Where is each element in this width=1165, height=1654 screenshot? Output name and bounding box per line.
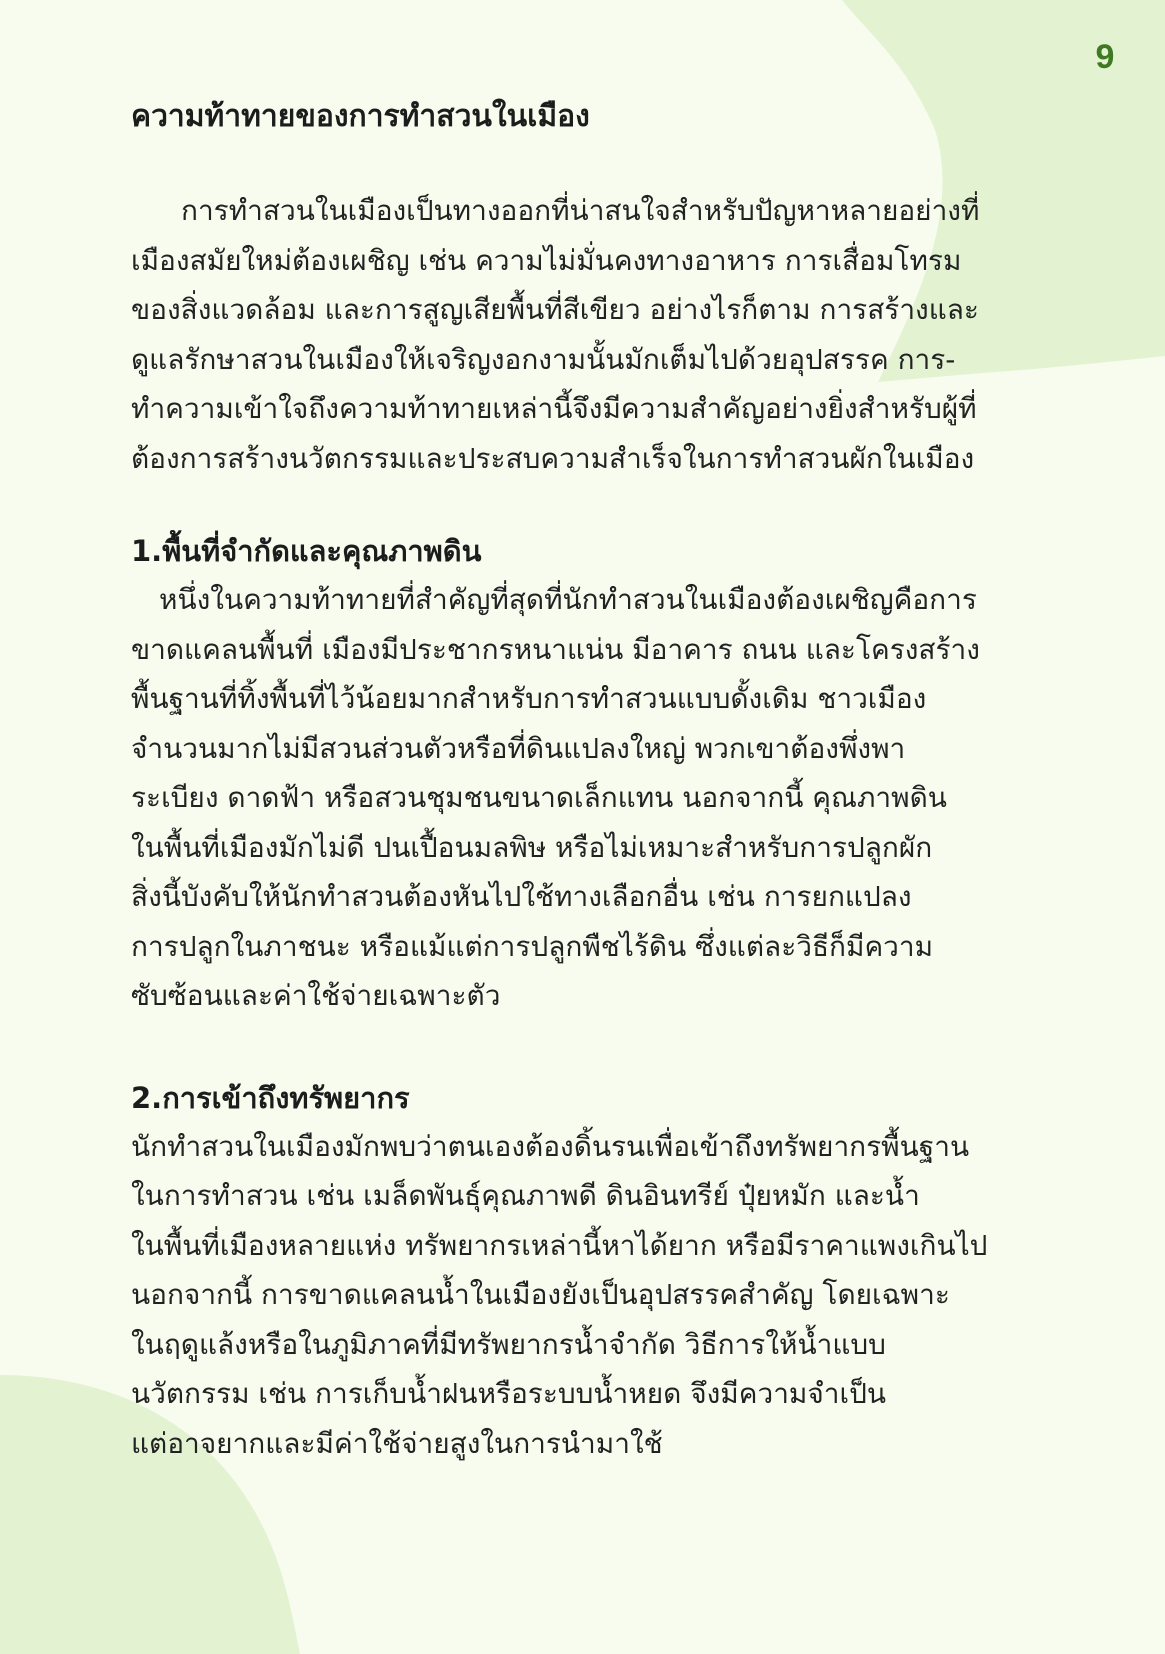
intro-line: การทำสวนในเมืองเป็นทางออกที่น่าสนใจสำหรับปัญหาหลายอย่างที่	[181, 194, 980, 227]
section-line: นวัตกรรม เช่น การเก็บน้ำฝนหรือระบบน้ำหยด จึงมีความจำเป็น	[131, 1377, 887, 1410]
section-line: ในพื้นที่เมืองมักไม่ดี ปนเปื้อนมลพิษ หรือไม่เหมาะสำหรับการปลูกผัก	[131, 830, 933, 864]
intro-line: ของสิ่งแวดล้อม และการสูญเสียพื้นที่สีเขียว อย่างไรก็ตาม การสร้างและ	[131, 293, 979, 326]
intro-line: ทำความเข้าใจถึงความท้าทายเหล่านี้จึงมีความสำคัญอย่างยิ่งสำหรับผู้ที่	[131, 392, 977, 425]
intro-line: ต้องการสร้างนวัตกรรมและประสบความสำเร็จในการทำสวนผักในเมือง	[131, 441, 975, 475]
section-line: ในการทำสวน เช่น เมล็ดพันธุ์คุณภาพดี ดินอินทรีย์ ปุ๋ยหมัก และน้ำ	[131, 1179, 920, 1212]
section-line: ในพื้นที่เมืองหลายแห่ง ทรัพยากรเหล่านี้หาได้ยาก หรือมีราคาแพงเกินไป	[131, 1228, 988, 1262]
section-line: พื้นฐานที่ทิ้งพื้นที่ไว้น้อยมากสำหรับการทำสวนแบบดั้งเดิม ชาวเมือง	[131, 682, 927, 715]
intro-paragraph	[131, 186, 1061, 483]
section-line: แต่อาจยากและมีค่าใช้จ่ายสูงในการนำมาใช้	[131, 1426, 663, 1460]
section-line: นักทำสวนในเมืองมักพบว่าตนเองต้องดิ้นรนเพื่อเข้าถึงทรัพยากรพื้นฐาน	[131, 1129, 970, 1163]
section-paragraph-resources	[131, 1122, 1061, 1469]
section-line: นอกจากนี้ การขาดแคลนน้ำในเมืองยังเป็นอุปสรรคสำคัญ โดยเฉพาะ	[131, 1278, 950, 1311]
page-number: 9	[1095, 38, 1115, 76]
section-line: ขาดแคลนพื้นที่ เมืองมีประชากรหนาแน่น มีอาคาร ถนน และโครงสร้าง	[131, 632, 980, 666]
intro-line: ดูแลรักษาสวนในเมืองให้เจริญงอกงามนั้นมักเต็มไปด้วยอุปสรรค การ-	[131, 342, 956, 376]
section-line: จำนวนมากไม่มีสวนส่วนตัวหรือที่ดินแปลงใหญ่ พวกเขาต้องพึ่งพา	[131, 731, 906, 765]
section-heading-space-soil: 1.พื้นที่จำกัดและคุณภาพดิน	[131, 534, 482, 568]
page-title: ความท้าทายของการทำสวนในเมือง	[131, 99, 590, 134]
section-line: หนึ่งในความท้าทายที่สำคัญที่สุดที่นักทำสวนในเมืองต้องเผชิญคือการ	[159, 583, 977, 616]
section-heading-resources: 2.การเข้าถึงทรัพยากร	[131, 1080, 410, 1115]
section-line: ซับซ้อนและค่าใช้จ่ายเฉพาะตัว	[131, 979, 501, 1012]
page-content	[131, 92, 1061, 1468]
section-paragraph-space-soil	[131, 575, 1061, 1021]
section-line: การปลูกในภาชนะ หรือแม้แต่การปลูกพืชไร้ดิน ซึ่งแต่ละวิธีก็มีความ	[131, 929, 934, 963]
section-line: ในฤดูแล้งหรือในภูมิภาคที่มีทรัพยากรน้ำจำกัด วิธีการให้น้ำแบบ	[131, 1327, 886, 1361]
intro-line: เมืองสมัยใหม่ต้องเผชิญ เช่น ความไม่มั่นคงทางอาหาร การเสื่อมโทรม	[131, 243, 962, 277]
section-line: ระเบียง ดาดฟ้า หรือสวนชุมชนขนาดเล็กแทน นอกจากนี้ คุณภาพดิน	[131, 781, 947, 814]
section-line: สิ่งนี้บังคับให้นักทำสวนต้องหันไปใช้ทางเลือกอื่น เช่น การยกแปลง	[131, 880, 912, 913]
